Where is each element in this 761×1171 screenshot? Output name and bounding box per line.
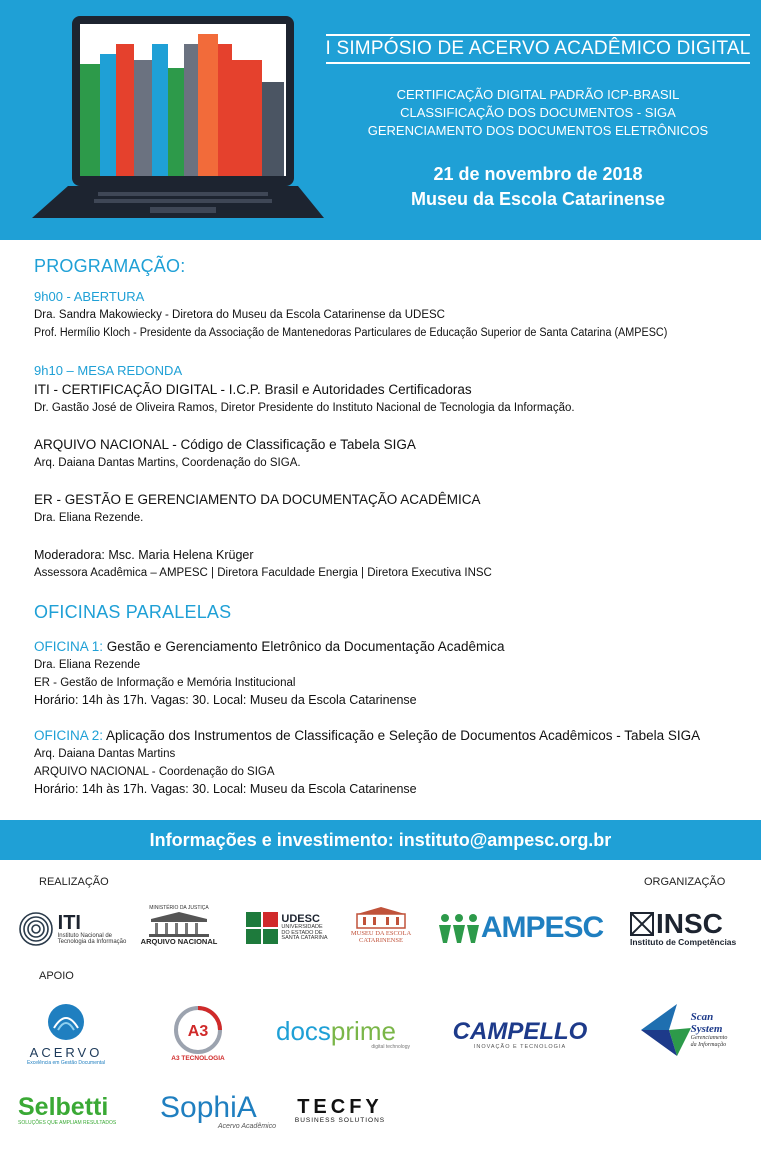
museum-icon <box>351 906 411 930</box>
header-banner <box>0 0 761 240</box>
event-topics <box>330 86 746 140</box>
sophia-sub: Acervo Acadêmico <box>217 1122 276 1130</box>
workshop-1-name: Gestão e Gerenciamento Eletrônico da Documentação Acadêmica <box>103 639 505 654</box>
topic-line: CLASSIFICAÇÃO DOS DOCUMENTOS - SIGA <box>400 105 676 120</box>
event-date-venue <box>330 162 746 212</box>
workshop-2-name: Aplicação dos Instrumentos de Classificação e Seleção de Documentos Acadêmicos - Tabela SIGA <box>103 728 701 743</box>
museu-line: MUSEU DA ESCOLA <box>350 930 412 937</box>
a3-name: A3 TECNOLOGIA <box>171 1054 225 1062</box>
scan-sub: da Informação <box>690 1041 727 1048</box>
udesc-sub: UNIVERSIDADE <box>281 924 323 931</box>
iti-name: ITI <box>57 912 81 934</box>
acervo-logo <box>22 998 110 1070</box>
arquivo-top: MINISTÉRIO DA JUSTIÇA <box>149 904 209 911</box>
acervo-emblem-icon <box>46 1002 86 1042</box>
svg-text:A3: A3 <box>187 1022 209 1040</box>
docsprime-b: prime <box>330 1016 396 1046</box>
event-title: I SIMPÓSIO DE ACERVO ACADÊMICO DIGITAL <box>325 38 751 59</box>
round-table-item-title: ARQUIVO NACIONAL - Código de Classificação e Tabela SIGA <box>34 437 416 452</box>
tecfy-sub: BUSINESS SOLUTIONS <box>294 1116 386 1124</box>
scan-system-logo <box>628 1000 740 1060</box>
selbetti-name: Selbetti <box>18 1092 109 1121</box>
a3-logo <box>160 1000 236 1066</box>
ampesc-logo <box>428 908 614 948</box>
sophia-logo <box>160 1086 276 1136</box>
workshop-1-speaker: Dra. Eliana Rezende <box>34 659 141 671</box>
event-title-box <box>326 34 750 64</box>
scan-line: System <box>690 1022 723 1035</box>
campello-logo <box>440 1016 600 1054</box>
round-table-time: 9h10 – MESA REDONDA <box>34 363 183 378</box>
organizacao-label: ORGANIZAÇÃO <box>644 876 726 888</box>
round-table-item-title: ITI - CERTIFICAÇÃO DIGITAL - I.C.P. Brasil e Autoridades Certificadoras <box>34 382 472 397</box>
sophia-name: SophiA <box>160 1090 257 1124</box>
scan-system-emblem-icon <box>641 1002 691 1058</box>
round-table-item-desc: Arq. Daiana Dantas Martins, Coordenação do SIGA. <box>34 457 301 469</box>
realizacao-label: REALIZAÇÃO <box>39 876 109 888</box>
round-table-item-title: ER - GESTÃO E GERENCIAMENTO DA DOCUMENTAÇÃO ACADÊMICA <box>34 492 481 507</box>
contact-banner <box>0 820 761 860</box>
docsprime-sub: digital technology <box>371 1044 410 1050</box>
campello-sub: INOVAÇÃO E TECNOLOGIA <box>473 1044 567 1050</box>
topic-line: CERTIFICAÇÃO DIGITAL PADRÃO ICP-BRASIL <box>396 87 680 102</box>
iti-sub: Instituto Nacional de <box>57 933 113 939</box>
fingerprint-icon <box>18 911 54 947</box>
ampesc-name: AMPESC <box>480 911 604 944</box>
opening-line: Prof. Hermílio Kloch - Presidente da Associação de Mantenedoras Particulares de Educação Superior de Santa Catarina (AMPESC) <box>34 327 668 339</box>
round-table-item-desc: Dra. Eliana Rezende. <box>34 512 144 524</box>
moderator-desc: Assessora Acadêmica – AMPESC | Diretora Faculdade Energia | Diretora Executiva INSC <box>34 567 492 579</box>
udesc-sub: DO ESTADO DE <box>281 929 323 936</box>
udesc-sub: SANTA CATARINA <box>281 935 328 942</box>
workshop-2-label: OFICINA 2: <box>34 728 104 743</box>
topic-line: GERENCIAMENTO DOS DOCUMENTOS ELETRÔNICOS <box>367 123 709 138</box>
udesc-name: UDESC <box>281 913 320 926</box>
tecfy-name: TECFY <box>297 1095 383 1118</box>
contact-text: Informações e investimento: instituto@ampesc.org.br <box>149 829 612 850</box>
docsprime-logo <box>276 1012 410 1056</box>
insc-logo <box>630 906 740 950</box>
round-table-item-desc: Dr. Gastão José de Oliveira Ramos, Diretor Presidente do Instituto Nacional de Tecnologia da Informação. <box>34 402 575 414</box>
scan-sub: Gerenciamento <box>690 1035 728 1042</box>
apoio-label: APOIO <box>39 970 74 982</box>
workshop-1-title <box>34 637 505 656</box>
opening-line: Dra. Sandra Makowiecky - Diretora do Museu da Escola Catarinense da UDESC <box>34 309 445 321</box>
udesc-logo <box>240 910 334 946</box>
workshop-2-title <box>34 726 700 745</box>
workshop-1-label: OFICINA 1: <box>34 639 104 654</box>
selbetti-logo <box>18 1090 138 1130</box>
tecfy-logo <box>280 1090 400 1130</box>
insc-mark-icon <box>630 912 654 936</box>
workshop-1-schedule: Horário: 14h às 17h. Vagas: 30. Local: Museu da Escola Catarinense <box>34 693 417 707</box>
opening-time: 9h00 - ABERTURA <box>34 289 145 304</box>
workshop-1-org: ER - Gestão de Informação e Memória Institucional <box>34 677 296 689</box>
scan-line: Scan <box>690 1011 714 1024</box>
campello-name: CAMPELLO <box>452 1018 588 1045</box>
a3-emblem-icon <box>173 1005 223 1055</box>
people-icon <box>439 913 481 943</box>
iti-logo <box>16 906 128 952</box>
iti-sub: Tecnologia da Informação <box>57 939 127 945</box>
building-icon <box>147 911 211 937</box>
acervo-name: ACERVO <box>29 1045 103 1060</box>
program-heading: PROGRAMAÇÃO: <box>34 256 186 276</box>
event-venue: Museu da Escola Catarinense <box>410 189 666 209</box>
selbetti-sub: SOLUÇÕES QUE AMPLIAM RESULTADOS <box>18 1119 117 1126</box>
arquivo-nacional-logo <box>138 900 220 950</box>
docsprime-a: docs <box>276 1016 331 1046</box>
museu-line: CATARINENSE <box>359 937 403 944</box>
museu-logo <box>344 900 418 950</box>
workshops-heading: OFICINAS PARALELAS <box>34 602 232 622</box>
acervo-sub: Excelência em Gestão Documental <box>26 1060 106 1066</box>
moderator: Moderadora: Msc. Maria Helena Krüger <box>34 548 254 562</box>
insc-name: INSC <box>656 907 723 939</box>
workshop-2-schedule: Horário: 14h às 17h. Vagas: 30. Local: Museu da Escola Catarinense <box>34 782 417 796</box>
laptop-books-illustration <box>28 16 328 226</box>
workshop-2-org: ARQUIVO NACIONAL - Coordenação do SIGA <box>34 766 275 778</box>
workshop-2-speaker: Arq. Daiana Dantas Martins <box>34 748 176 760</box>
udesc-mark-icon <box>246 912 278 944</box>
insc-sub: Instituto de Competências <box>630 936 737 947</box>
arquivo-name: ARQUIVO NACIONAL <box>140 936 218 946</box>
event-date: 21 de novembro de 2018 <box>433 164 643 184</box>
